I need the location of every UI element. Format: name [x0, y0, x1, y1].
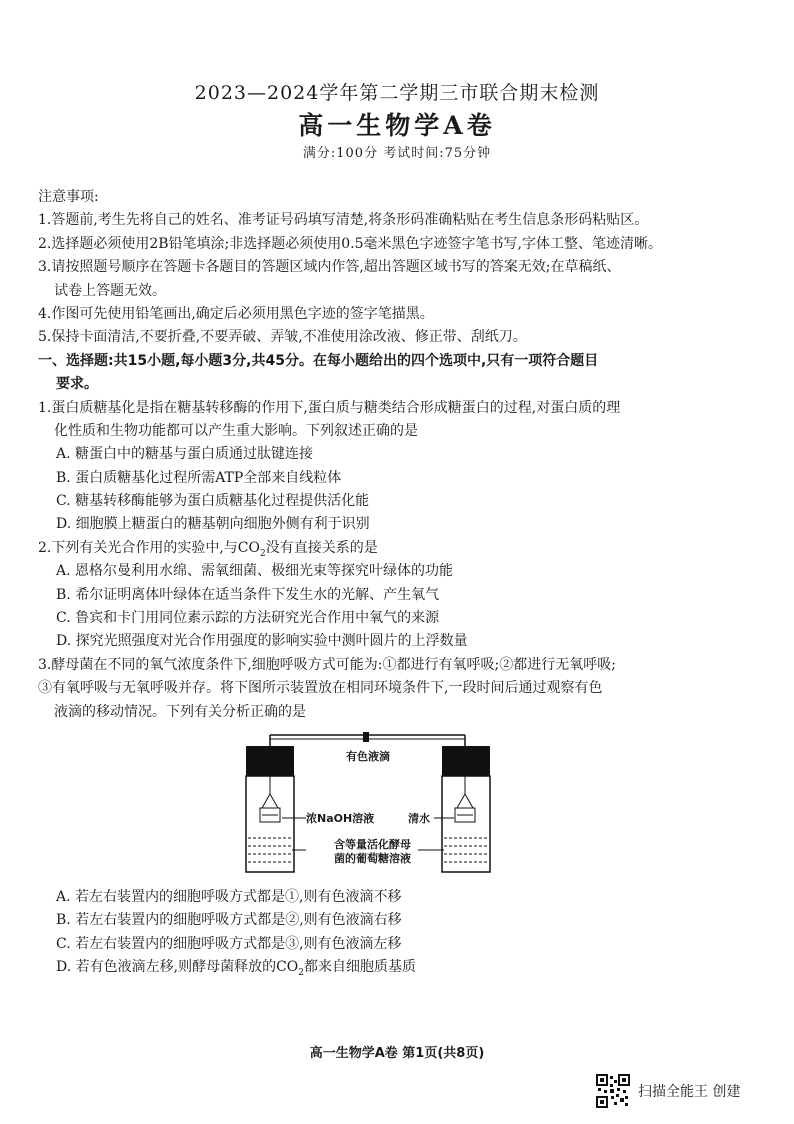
q1-option-b: B. 蛋白质糖基化过程所需ATP全部来自线粒体: [56, 469, 342, 486]
q3-stem: 3.酵母菌在不同的氧气浓度条件下,细胞呼吸方式可能为:①都进行有氧呼吸;②都进行无氧呼吸;: [38, 656, 616, 673]
colored-droplet: [363, 732, 369, 742]
exam-meta: 满分:100分 考试时间:75分钟: [302, 146, 492, 161]
notice-line: 3.请按照题号顺序在答题卡各题目的答题区域内作答,超出答题区域书写的答案无效;在草稿纸、: [38, 259, 621, 276]
naoh-label: 浓NaOH溶液: [306, 811, 375, 825]
q3-stem-cont: 液滴的移动情况。下列有关分析正确的是: [54, 703, 306, 720]
exam-subject-title: 高一生物学A卷: [298, 111, 496, 140]
exam-body: [38, 186, 763, 980]
scanner-watermark: [596, 1074, 740, 1108]
q1-option-a: A. 糖蛋白中的糖基与蛋白质通过肽键连接: [56, 446, 314, 463]
water-label: 清水: [408, 811, 430, 825]
q3-option-c: C. 若左右装置内的细胞呼吸方式都是③,则有色液滴左移: [56, 935, 402, 952]
q2-option-c: C. 鲁宾和卡门用同位素示踪的方法研究光合作用中氧气的来源: [56, 610, 440, 627]
notice-line: 试卷上答题无效。: [54, 282, 166, 299]
exam-session-title: 2023—2024学年第二学期三市联合期末检测: [194, 82, 600, 104]
notice-line: 4.作图可先使用铅笔画出,确定后必须用黑色字迹的签字笔描黑。: [38, 305, 434, 322]
section-heading-cont: 要求。: [56, 376, 98, 393]
qr-code-icon: [596, 1074, 630, 1108]
notice-line: 1.答题前,考生先将自己的姓名、准考证号码填写清楚,将条形码准确粘贴在考生信息条形码粘贴区。: [38, 212, 649, 229]
q2-option-d: D. 探究光照强度对光合作用强度的影响实验中测叶圆片的上浮数量: [56, 633, 468, 650]
q3-option-b: B. 若左右装置内的细胞呼吸方式都是②,则有色液滴右移: [56, 912, 402, 929]
page-footer: 高一生物学A卷 第1页(共8页): [309, 1046, 485, 1061]
q2-option-a: A. 恩格尔曼利用水绵、需氧细菌、极细光束等探究叶绿体的功能: [56, 563, 454, 580]
q3-stem-cont: ③有氧呼吸与无氧呼吸并存。将下图所示装置放在相同环境条件下,一段时间后通过观察有色: [38, 680, 603, 697]
notice-heading: 注意事项:: [38, 189, 99, 205]
q3-option-a: A. 若左右装置内的细胞呼吸方式都是①,则有色液滴不移: [56, 888, 402, 905]
q2-stem: 2.下列有关光合作用的实验中,与$CO_2$没有直接关系的是: [38, 539, 378, 559]
q3-option-d: D. 若有色液滴左移,则酵母菌释放的$CO_2$都来自细胞质基质: [56, 959, 416, 978]
q1-stem: 1.蛋白质糖基化是指在糖基转移酶的作用下,蛋白质与糖类结合形成糖蛋白的过程,对蛋白质的理: [38, 399, 621, 416]
q1-option-d: D. 细胞膜上糖蛋白的糖基朝向细胞外侧有利于识别: [56, 516, 370, 533]
q2-option-b: B. 希尔证明离体叶绿体在适当条件下发生水的光解、产生氧气: [56, 586, 440, 603]
droplet-label: 有色液滴: [346, 749, 390, 763]
section-heading: 一、选择题:共15小题,每小题3分,共45分。在每小题给出的四个选项中,只有一项符合题目: [38, 352, 599, 369]
solution-label-cont: 菌的葡萄糖溶液: [334, 851, 411, 865]
q1-option-c: C. 糖基转移酶能够为蛋白质糖基化过程提供活化能: [56, 493, 370, 510]
notice-line: 5.保持卡面清洁,不要折叠,不要弄破、弄皱,不准使用涂改液、修正带、刮纸刀。: [38, 329, 527, 346]
solution-label: 含等量活化酵母: [334, 837, 411, 851]
notice-line: 2.选择题必须使用2B铅笔填涂;非选择题必须使用0.5毫米黑色字迹签字笔书写,字体工整、笔迹清晰。: [38, 235, 662, 252]
q1-stem-cont: 化性质和生物功能都可以产生重大影响。下列叙述正确的是: [54, 422, 418, 439]
respiration-apparatus-figure: [238, 724, 578, 886]
scanner-watermark-text: 扫描全能王 创建: [638, 1084, 741, 1100]
